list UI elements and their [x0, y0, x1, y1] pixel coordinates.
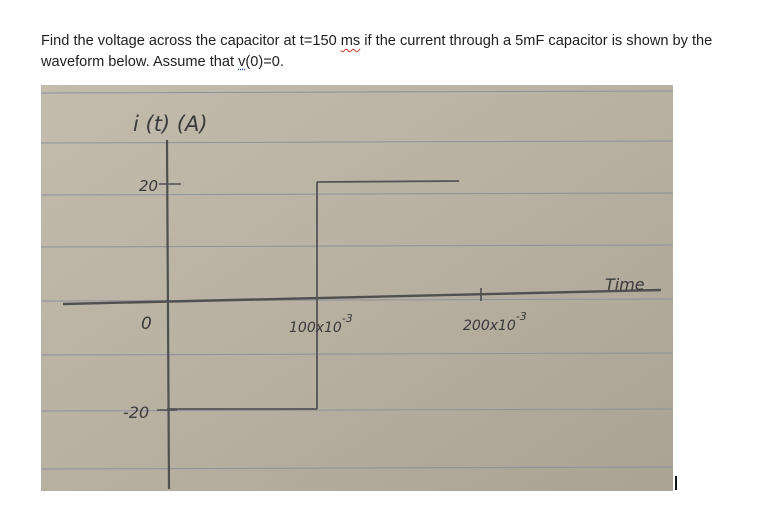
- y-tick-label-20: 20: [139, 177, 159, 195]
- question-text-segment: (0)=0.: [245, 54, 284, 70]
- text-cursor: [675, 476, 677, 490]
- y-tick-label-0: 0: [141, 314, 152, 334]
- x-tick-label-200-exponent: -3: [515, 310, 527, 323]
- question-text-segment: Find the voltage across the capacitor at t=150: [41, 33, 341, 49]
- grammar-flagged-word[interactable]: v: [238, 54, 246, 70]
- y-tick-label-neg20: -20: [123, 403, 150, 422]
- waveform-sketch: [41, 85, 673, 491]
- x-tick-label-100-base: 100x10: [289, 320, 342, 336]
- question-text-segment: if the current through a 5mF capacitor is shown by the: [360, 33, 713, 49]
- question-text: [41, 31, 751, 73]
- y-axis-label: i (t) (A): [133, 112, 208, 136]
- waveform-high-segment: [317, 181, 459, 182]
- waveform-photo: [41, 85, 673, 491]
- question-text-segment: waveform below. Assume that: [41, 54, 239, 70]
- question-line-2: [41, 52, 751, 73]
- x-axis-label: Time: [605, 275, 645, 294]
- x-tick-label-100-exponent: -3: [341, 312, 353, 325]
- misspelled-word[interactable]: ms: [340, 33, 361, 49]
- x-tick-label-200-base: 200x10: [463, 318, 516, 334]
- question-line-1: [41, 31, 751, 52]
- paper-background: [41, 85, 673, 491]
